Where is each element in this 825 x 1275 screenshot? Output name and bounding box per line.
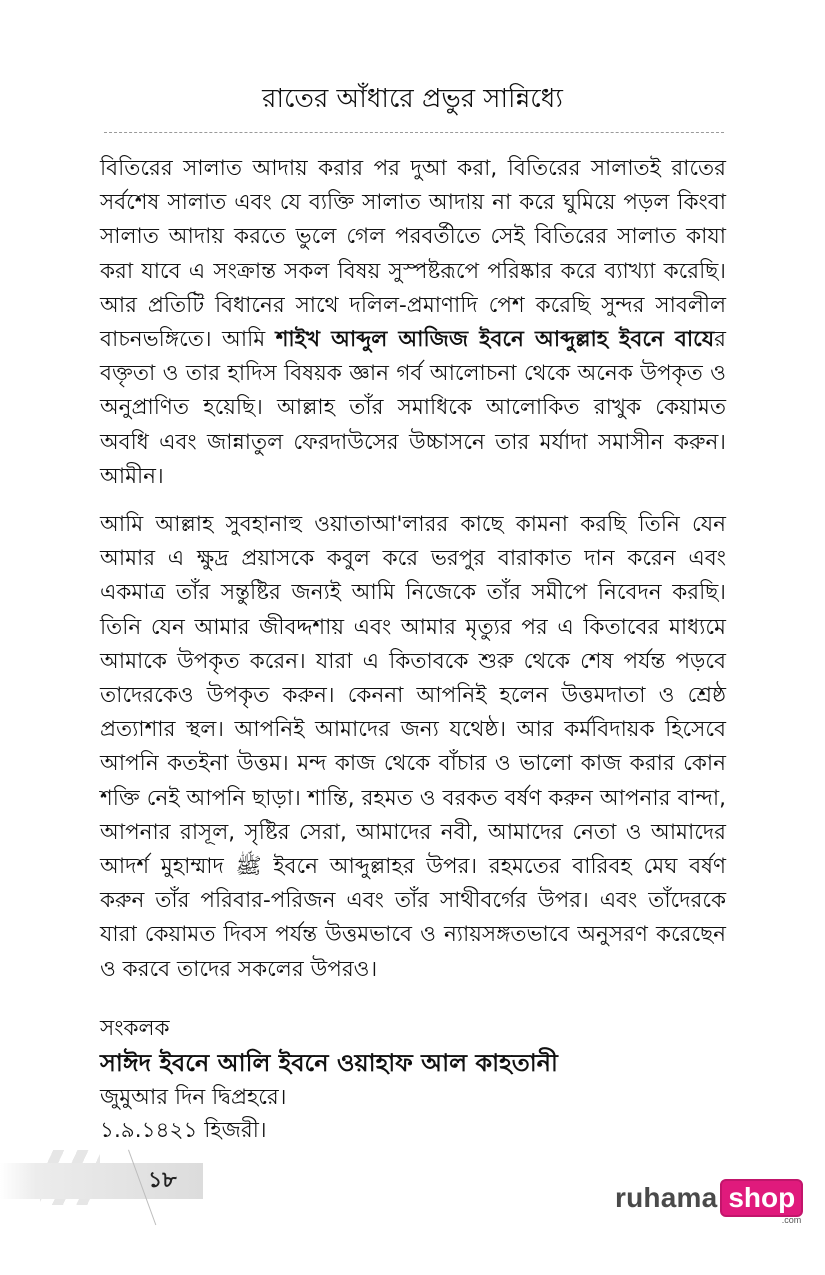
signature-date: ১.৯.১৪২১ হিজরী। <box>100 1118 267 1143</box>
paragraph-1-text-a: বিতিরের সালাত আদায় করার পর দুআ করা, বিতিরের সালাতই রাতের সর্বশেষ সালাত এবং যে ব্যক্তি সালাত আদায় না করে ঘুমিয়ে পড়ল কিংবা সালাত আদায় করতে ভুলে গেল পরবর্তীতে সেই বিতিরের সালাত কাযা করা যাবে এ সংক্রান্ত সকল বিষয় সুস্পষ্টরূপে পরিষ্কার করে ব্যাখ্যা করেছি। আর প্রতিটি বিধানের সাথে দলিল-প্রমাণাদি পেশ করেছি সুন্দর সাবলীল বাচনভঙ্গিতে। আমি <box>100 156 726 353</box>
signature-block <box>100 1012 726 1147</box>
header-divider <box>104 132 724 133</box>
paragraph-2: আমি আল্লাহ সুবহানাহু ওয়াতাআ'লারর কাছে কামনা করছি তিনি যেন আমার এ ক্ষুদ্র প্রয়াসকে কবুল করে ভরপুর বারাকাত দান করেন এবং একমাত্র তাঁর সন্তুষ্টির জন্যই আমি নিজেকে তাঁর সমীপে নিবেদন করছি। তিনি যেন আমার জীবদ্দশায় এবং আমার মৃত্যুর পর এ কিতাবের মাধ্যমে আমাকে উপকৃত করেন। যারা এ কিতাবকে শুরু থেকে শেষ পর্যন্ত পড়বে তাদেরকেও উপকৃত করুন। কেননা আপনিই হলেন উত্তমদাতা ও শ্রেষ্ঠ প্রত্যাশার স্থল। আপনিই আমাদের জন্য যথেষ্ঠ। আর কর্মবিদায়ক হিসেবে আপনি কতইনা উত্তম। মন্দ কাজ থেকে বাঁচার ও ভালো কাজ করার কোন শক্তি নেই আপনি ছাড়া। শান্তি, রহমত ও বরকত বর্ষণ করুন আপনার বান্দা, আপনার রাসূল, সৃষ্টির সেরা, আমাদের নবী, আমাদের নেতা ও আমাদের আদর্শ মুহাম্মাদ ﷺ ইবনে আব্দুল্লাহর উপর। রহমতের বারিবহ মেঘ বর্ষণ করুন তাঁর পরিবার-পরিজন এবং তাঁর সাথীবর্গের উপর। এবং তাঁদেরকে যারা কেয়ামত দিবস পর্যন্ত উত্তমভাবে ও ন্যায়সঙ্গতভাবে অনুসরণ করেছেন ও করবে তাদের সকলের উপরও। <box>100 512 726 982</box>
paragraph-1 <box>100 152 726 494</box>
brand-shop-badge <box>720 1179 803 1225</box>
author-name: সাঈদ ইবনে আলি ইবনে ওয়াহাফ আল কাহতানী <box>100 1049 558 1077</box>
brand-name: ruhama <box>615 1182 718 1213</box>
brand-shop-label: shop <box>720 1179 803 1217</box>
running-head-title: রাতের আঁধারে প্রভুর সান্নিধ্যে <box>262 84 563 114</box>
paragraph-1-text-b: র বক্তৃতা ও তার হাদিস বিষয়ক জ্ঞান গর্ব আলোচনা থেকে অনেক উপকৃত ও অনুপ্রাণিত হয়েছি। আল্লাহ তাঁর সমাধিকে আলোকিত রাখুক কেয়ামত অবধি এবং জান্নাতুল ফেরদাউসের উচ্চাসনে তার মর্যাদা সমাসীন করুন। আমীন। <box>100 327 726 489</box>
brand-domain: .com <box>781 1215 802 1225</box>
compiler-label: সংকলক <box>100 1016 170 1041</box>
signature-time: জুমুআর দিন দ্বিপ্রহরে। <box>100 1085 287 1110</box>
body-text <box>100 152 726 987</box>
page-number: ১৮ <box>148 1168 177 1193</box>
scholar-name: শাইখ আব্দুল আজিজ ইবনে আব্দুল্লাহ ইবনে বাযে <box>275 327 715 353</box>
brand-logo <box>615 1176 803 1225</box>
